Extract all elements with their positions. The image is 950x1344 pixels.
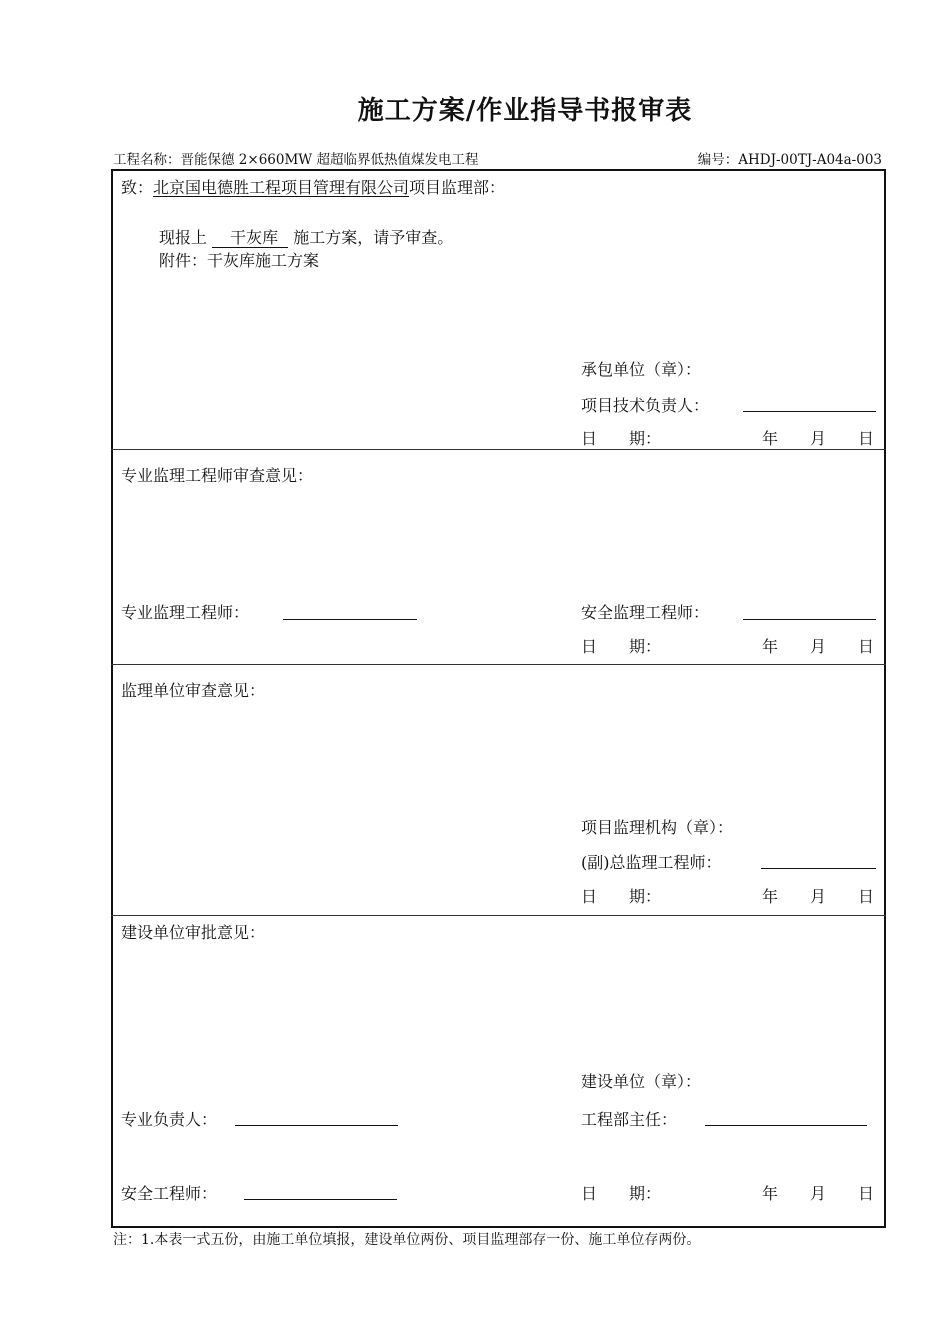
supervisor-review-heading: 监理单位审查意见：: [121, 681, 266, 700]
report-suffix: 施工方案，请予审查。: [293, 228, 454, 247]
dept-head-label: 工程部主任：: [581, 1110, 678, 1129]
date-row: [581, 634, 881, 654]
date-label: 日 期：: [581, 429, 662, 448]
year-label[interactable]: 年: [762, 887, 779, 906]
day-label[interactable]: 日: [858, 887, 875, 906]
section-divider: [111, 664, 886, 665]
chief-engineer-label: (副)总监理工程师：: [581, 853, 722, 872]
month-label[interactable]: 月: [810, 637, 827, 656]
report-prefix: 现报上: [159, 228, 208, 247]
report-item-field[interactable]: 干灰库: [212, 229, 288, 248]
supervision-org-seal-label: 项目监理机构（章）：: [581, 818, 734, 837]
tech-lead-signature-field[interactable]: [743, 411, 876, 412]
project-name-line: [113, 148, 478, 168]
day-label[interactable]: 日: [858, 1184, 875, 1203]
document-number-line: [698, 148, 882, 168]
year-label[interactable]: 年: [762, 429, 779, 448]
day-label[interactable]: 日: [858, 429, 875, 448]
date-label: 日 期：: [581, 887, 662, 906]
number-label: 编号：: [697, 152, 739, 168]
safety-engineer-label: 安全监理工程师：: [581, 603, 710, 622]
dept-head-signature-field[interactable]: [705, 1125, 867, 1126]
date-row: [581, 1181, 881, 1201]
chief-engineer-signature-field[interactable]: [761, 868, 876, 869]
footer-note: 注：1.本表一式五份，由施工单位填报，建设单位两份、项目监理部存一份、施工单位存两份。: [113, 1232, 701, 1248]
year-label[interactable]: 年: [762, 637, 779, 656]
section-divider: [111, 449, 886, 450]
month-label[interactable]: 月: [810, 1184, 827, 1203]
document-number: AHDJ-00TJ-A04a-003: [738, 152, 882, 168]
project-name: 晋能保德 2×660MW 超超临界低热值煤发电工程: [180, 152, 479, 168]
safety-engineer-label: 安全工程师：: [121, 1184, 218, 1203]
safety-engineer-signature-field[interactable]: [244, 1199, 397, 1200]
owner-seal-label: 建设单位（章）：: [581, 1072, 702, 1091]
project-label: 工程名称：: [113, 152, 181, 168]
recipient-suffix: 项目监理部：: [409, 178, 506, 197]
date-row: [581, 426, 881, 446]
contractor-seal-label: 承包单位（章）：: [581, 360, 702, 379]
specialist-review-heading: 专业监理工程师审查意见：: [121, 466, 314, 485]
month-label[interactable]: 月: [810, 887, 827, 906]
day-label[interactable]: 日: [858, 637, 875, 656]
specialty-lead-signature-field[interactable]: [235, 1125, 398, 1126]
recipient-name: 北京国电德胜工程项目管理有限公司: [153, 178, 410, 197]
specialty-lead-label: 专业负责人：: [121, 1110, 218, 1129]
date-label: 日 期：: [581, 1184, 662, 1203]
safety-engineer-signature-field[interactable]: [743, 619, 876, 620]
date-label: 日 期：: [581, 637, 662, 656]
attachment-line: 附件：干灰库施工方案: [159, 251, 320, 270]
month-label[interactable]: 月: [810, 429, 827, 448]
to-prefix: 致：: [121, 178, 154, 197]
date-row: [581, 884, 881, 904]
specialist-engineer-signature-field[interactable]: [283, 619, 417, 620]
specialist-engineer-label: 专业监理工程师：: [121, 603, 250, 622]
year-label[interactable]: 年: [762, 1184, 779, 1203]
addressee-line: [121, 175, 505, 198]
section-divider: [111, 915, 886, 916]
report-line: [159, 225, 453, 248]
page-title: 施工方案/作业指导书报审表: [357, 96, 693, 126]
tech-lead-label: 项目技术负责人：: [581, 396, 710, 415]
owner-approval-heading: 建设单位审批意见：: [121, 923, 266, 942]
